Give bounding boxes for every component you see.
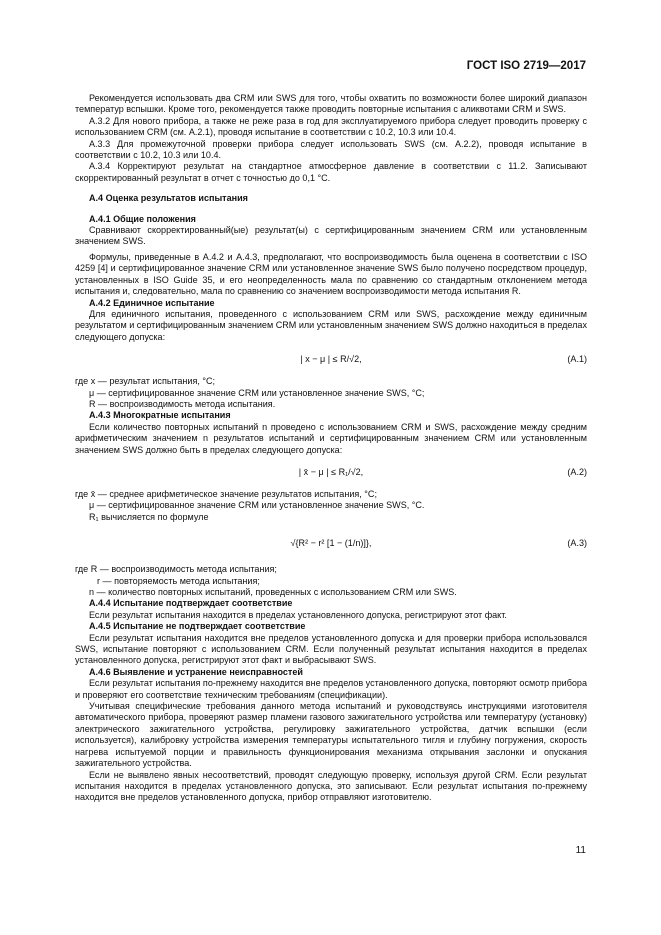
definition-item: μ — сертифицированное значение CRM или установленное значение SWS, °С.	[89, 500, 425, 511]
section-heading-a45: А.4.5 Испытание не подтверждает соответствие	[89, 621, 306, 632]
definition-item: μ — сертифицированное значение CRM или установленное значение SWS, °С;	[89, 387, 425, 398]
formula-a3	[75, 528, 587, 558]
paragraph-a46-1: Если результат испытания по-прежнему находится вне пределов установленного допуска, повторяют осмотр прибора и проверяют его соответствие техническим требованиям (спецификации).	[75, 678, 587, 700]
definition-item: где x̄ — среднее арифметическое значение результатов испытания, °С;	[75, 488, 377, 499]
formula-a1-expression: | x − μ | ≤ R/√2,	[300, 354, 362, 365]
paragraph-a42: Для единичного испытания, проведенного с использованием CRM или SWS, расхождение между единичным результатом и сертифицированным значением CRM или установленным значением SWS должно находиться в пределах следующего допуска:	[75, 308, 587, 342]
paragraph-a41-2: Формулы, приведенные в А.4.2 и А.4.3, предполагают, что воспроизводимость была оценена в соответствии с ISO 4259 [4] и сертифицированное значение CRM или установленное значение SWS было получено посредством процедур, установленных в ISO Guide 35, и его неопределенность мала по сравнению со стандартным отклонением метода испытания и, следовательно, мала по сравнению со значением воспроизводимости метода испытания R.	[75, 251, 587, 297]
paragraph-a33: А.3.3 Для промежуточной проверки прибора следует использовать SWS (см. А.2.2), проводя испытание в соответствии с 10.2, 10.3 или 10.4.	[75, 138, 587, 161]
formula-a2-expression: | x̄ − μ | ≤ R₁/√2,	[298, 466, 364, 477]
definition-item: n — количество повторных испытаний, проведенных с использованием CRM или SWS.	[89, 587, 457, 597]
formula-a3-expression: √{R² − r² [1 − (1/n)]},	[290, 538, 372, 549]
formula-a1-number: (А.1)	[567, 354, 587, 365]
definitions-a1	[75, 376, 587, 410]
formula-a3-number: (А.3)	[567, 538, 587, 549]
definition-item: R — воспроизводимость метода испытания.	[89, 398, 276, 409]
paragraph-a41-1: Сравнивают скорректированный(ые) результат(ы) с сертифицированным значением CRM или установленным значением SWS.	[75, 225, 587, 247]
paragraph-a46-2: Учитывая специфические требования данного метода испытаний и руководствуясь инструкциями изготовителя автоматического прибора, проверяют размер пламени газового зажигательного устройства или температуру (установку) электрического зажигательного устройства, регулировку зажигательного устройства, датчик вспышки (если используется), калибровку устройства измерения температуры испытательного тигля и глубину погружения, скорость нагрева испытуемой порции и правильность функционирования механизма открывания заслонки и опускания зажигательного устройства.	[75, 701, 587, 769]
definition-item: R₁ вычисляется по формуле	[89, 511, 209, 522]
section-heading-a4: А.4 Оценка результатов испытания	[89, 193, 248, 204]
formula-a2	[75, 461, 587, 483]
paragraph-a45: Если результат испытания находится вне пределов установленного допуска и для проверки прибора использовался SWS, испытание повторяют с использованием CRM. Если полученный результат испытания находится в пределах установленного допуска, регистрируют этот факт и выбрасывают SWS.	[75, 632, 587, 666]
formula-a1	[75, 348, 587, 370]
definition-item: r — повторяемость метода испытания;	[97, 575, 260, 586]
paragraph-a34: А.3.4 Корректируют результат на стандартное атмосферное давление в соответствии с 11.2. Записывают скорректированный результат в отчет с точностью до 0,1 °С.	[75, 161, 587, 183]
section-heading-a44: А.4.4 Испытание подтверждает соответствие	[89, 598, 293, 609]
definition-item: где R — воспроизводимость метода испытания;	[75, 564, 277, 575]
section-heading-a41: А.4.1 Общие положения	[89, 213, 196, 224]
definitions-a3	[75, 564, 587, 598]
paragraph-a32: А.3.2 Для нового прибора, а также не реже раза в год для эксплуатируемого прибора следует проводить проверку с использованием CRM (см. А.2.1), проводя испытание в соответствии с 10.2, 10.3 или 10.4.	[75, 115, 587, 138]
document-code: ГОСТ ISO 2719—2017	[466, 60, 586, 72]
section-heading-a43: А.4.3 Многократные испытания	[89, 410, 231, 421]
section-heading-a42: А.4.2 Единичное испытание	[89, 297, 215, 308]
page-number: 11	[575, 845, 586, 856]
page-content	[75, 93, 587, 804]
paragraph-intro: Рекомендуется использовать два CRM или SWS для того, чтобы охватить по возможности более широкий диапазон температур вспышки. Кроме того, рекомендуется также проводить повторные испытания с аликвотами CRM и SWS.	[75, 93, 587, 115]
definition-item: где x — результат испытания, °С;	[75, 376, 216, 387]
formula-a2-number: (А.2)	[567, 466, 587, 477]
definitions-a2	[75, 489, 587, 523]
section-heading-a46: А.4.6 Выявление и устранение неисправностей	[89, 666, 303, 677]
paragraph-a43: Если количество повторных испытаний n проведено с использованием CRM и SWS, расхождение между средним арифметическим значением n результатов испытаний и сертифицированным значением CRM или установленным значением SWS должно быть в пределах следующего допуска:	[75, 421, 587, 455]
paragraph-a46-3: Если не выявлено явных несоответствий, проводят следующую проверку, используя другой CRM. Если результат испытания находится в пределах установленного допуска, это записывают. Если результат испытания по-прежнему находится вне пределов установленного допуска, прибор отправляют изготовителю.	[75, 769, 587, 803]
paragraph-a44: Если результат испытания находится в пределах установленного допуска, регистрируют этот факт.	[89, 609, 507, 620]
